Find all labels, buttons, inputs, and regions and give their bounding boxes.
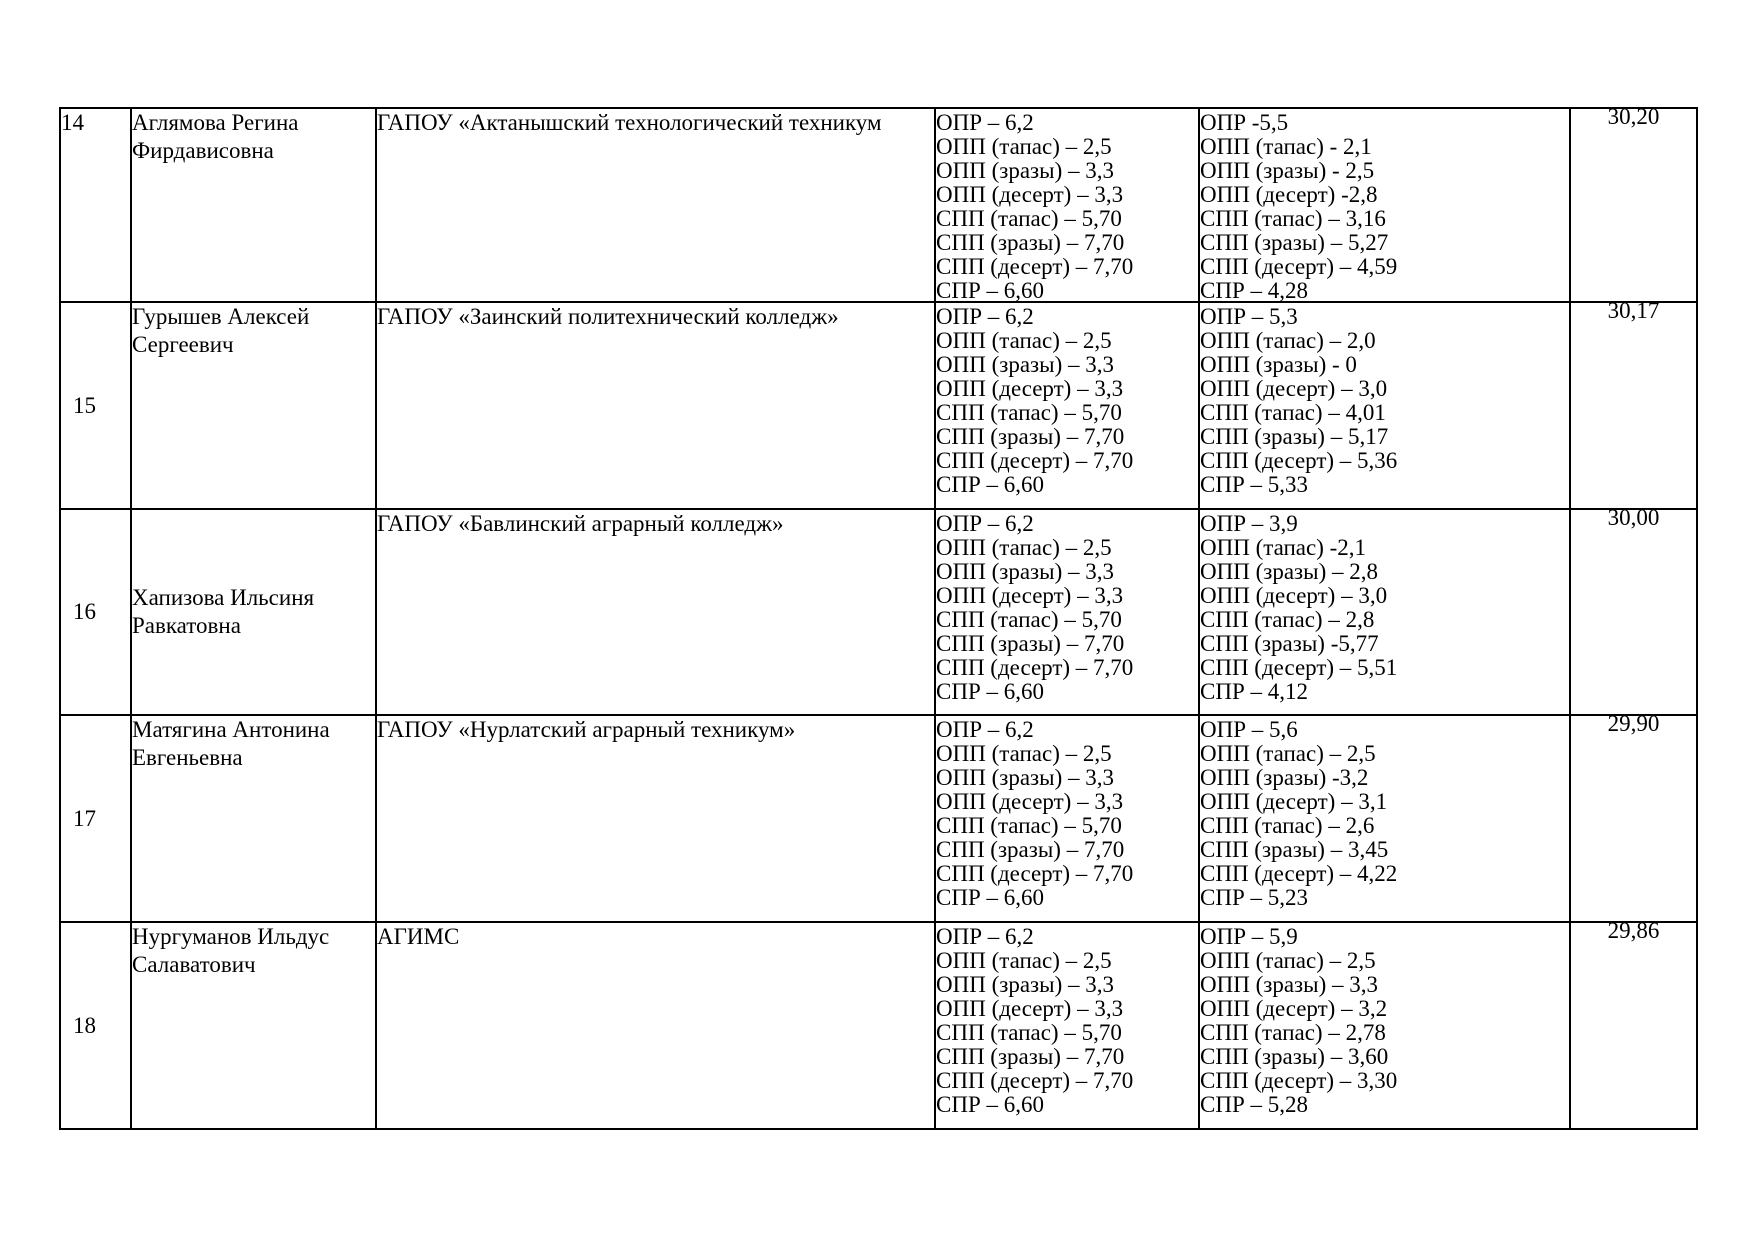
results-table-body <box>60 104 1697 1129</box>
max-score-line: СПП (зразы) – 7,70 <box>936 230 1125 255</box>
earned-score-line: ОПР – 3,9 <box>1200 511 1298 536</box>
total-score: 29,86 <box>1607 918 1660 943</box>
max-score-line: ОПП (десерт) – 3,3 <box>936 376 1124 401</box>
earned-score-line: ОПП (тапас) – 2,5 <box>1200 948 1376 973</box>
earned-score-line: ОПП (десерт) – 3,0 <box>1200 583 1388 608</box>
max-score-line: СПП (тапас) – 5,70 <box>936 607 1122 632</box>
max-score-line: СПП (зразы) – 7,70 <box>936 837 1125 862</box>
earned-score-line: СПП (зразы) -5,77 <box>1200 631 1379 656</box>
max-score-line: СПП (зразы) – 7,70 <box>936 631 1125 656</box>
max-score-line: ОПП (тапас) – 2,5 <box>936 535 1112 560</box>
max-score-line: ОПР – 6,2 <box>936 304 1034 329</box>
earned-scores-cell <box>1199 108 1570 302</box>
max-score-line: ОПП (зразы) – 3,3 <box>936 352 1114 377</box>
participant-organization: ГАПОУ «Актанышский технологический техникум <box>376 108 935 302</box>
earned-score-line: ОПП (тапас) - 2,1 <box>1200 134 1372 159</box>
earned-score-line: ОПП (десерт) -2,8 <box>1200 182 1378 207</box>
earned-score-line: СПП (десерт) – 5,36 <box>1200 448 1398 473</box>
earned-score-line: СПР – 4,12 <box>1200 679 1308 704</box>
max-score-line: СПП (десерт) – 7,70 <box>936 861 1134 886</box>
participant-number: 18 <box>60 922 131 1129</box>
max-score-line: СПП (зразы) – 7,70 <box>936 424 1125 449</box>
table-row <box>60 108 1697 302</box>
earned-scores-cell <box>1199 922 1570 1129</box>
max-scores-cell <box>935 715 1199 922</box>
earned-score-line: ОПП (десерт) – 3,2 <box>1200 996 1388 1021</box>
total-score-cell <box>1570 104 1697 302</box>
max-score-line: СПП (тапас) – 5,70 <box>936 813 1122 838</box>
results-table <box>59 104 1698 1130</box>
max-score-line: ОПП (тапас) – 2,5 <box>936 948 1112 973</box>
earned-score-line: СПП (десерт) – 4,22 <box>1200 861 1398 886</box>
max-score-line: СПР – 6,60 <box>936 885 1044 910</box>
participant-name: Матягина Антонина Евгеньевна <box>131 715 376 922</box>
max-score-line: СПП (зразы) – 7,70 <box>936 1044 1125 1069</box>
total-score-cell <box>1570 505 1697 715</box>
table-row <box>60 715 1697 922</box>
participant-name: Нургуманов Ильдус Салаватович <box>131 922 376 1129</box>
total-score-cell <box>1570 298 1697 509</box>
earned-score-line: СПП (десерт) – 5,51 <box>1200 655 1398 680</box>
earned-scores-cell <box>1199 715 1570 922</box>
participant-name: Аглямова Регина Фирдависовна <box>131 108 376 302</box>
max-score-line: ОПП (тапас) – 2,5 <box>936 741 1112 766</box>
max-score-line: ОПП (тапас) – 2,5 <box>936 134 1112 159</box>
max-score-line: СПП (десерт) – 7,70 <box>936 448 1134 473</box>
participant-name: Гурышев Алексей Сергеевич <box>131 302 376 509</box>
max-score-line: ОПП (зразы) – 3,3 <box>936 158 1114 183</box>
earned-score-line: СПП (зразы) – 3,60 <box>1200 1044 1389 1069</box>
max-score-line: СПР – 6,60 <box>936 679 1044 704</box>
max-score-line: ОПР – 6,2 <box>936 717 1034 742</box>
max-score-line: СПР – 6,60 <box>936 1092 1044 1117</box>
total-score-cell <box>1570 918 1697 1129</box>
total-score-cell <box>1570 711 1697 922</box>
participant-number: 14 <box>60 108 131 302</box>
earned-score-line: ОПП (тапас) – 2,0 <box>1200 328 1376 353</box>
earned-score-line: СПП (тапас) – 3,16 <box>1200 206 1386 231</box>
max-score-line: СПП (десерт) – 7,70 <box>936 1068 1134 1093</box>
table-row <box>60 302 1697 509</box>
max-score-line: ОПП (тапас) – 2,5 <box>936 328 1112 353</box>
earned-score-line: ОПР – 5,3 <box>1200 304 1298 329</box>
max-score-line: СПП (десерт) – 7,70 <box>936 655 1134 680</box>
max-score-line: СПП (тапас) – 5,70 <box>936 206 1122 231</box>
max-score-line: ОПП (десерт) – 3,3 <box>936 583 1124 608</box>
participant-organization: ГАПОУ «Бавлинский аграрный колледж» <box>376 509 935 715</box>
earned-score-line: СПП (зразы) – 3,45 <box>1200 837 1389 862</box>
max-scores-cell <box>935 302 1199 509</box>
table-row <box>60 922 1697 1129</box>
earned-score-line: СПП (зразы) – 5,27 <box>1200 230 1389 255</box>
earned-score-line: СПП (зразы) – 5,17 <box>1200 424 1389 449</box>
total-score: 29,90 <box>1607 711 1660 736</box>
max-score-line: ОПП (десерт) – 3,3 <box>936 789 1124 814</box>
earned-score-line: ОПР – 5,9 <box>1200 924 1298 949</box>
earned-score-line: СПР – 5,23 <box>1200 885 1308 910</box>
earned-score-line: ОПП (зразы) -3,2 <box>1200 765 1369 790</box>
participant-organization: ГАПОУ «Заинский политехнический колледж» <box>376 302 935 509</box>
max-score-line: ОПП (десерт) – 3,3 <box>936 996 1124 1021</box>
earned-score-line: СПП (тапас) – 2,6 <box>1200 813 1375 838</box>
total-score: 30,00 <box>1607 505 1660 530</box>
max-score-line: СПР – 6,60 <box>936 278 1044 303</box>
max-score-line: ОПП (зразы) – 3,3 <box>936 765 1114 790</box>
earned-score-line: СПР – 4,28 <box>1200 278 1308 303</box>
max-score-line: ОПР – 6,2 <box>936 511 1034 536</box>
max-score-line: СПР – 6,60 <box>936 472 1044 497</box>
max-score-line: СПП (тапас) – 5,70 <box>936 400 1122 425</box>
max-scores-cell <box>935 108 1199 302</box>
earned-score-line: СПП (тапас) – 2,8 <box>1200 607 1375 632</box>
participant-number: 16 <box>60 509 131 715</box>
earned-score-line: ОПП (десерт) – 3,1 <box>1200 789 1388 814</box>
participant-organization: ГАПОУ «Нурлатский аграрный техникум» <box>376 715 935 922</box>
max-score-line: ОПР – 6,2 <box>936 924 1034 949</box>
earned-scores-cell <box>1199 509 1570 715</box>
earned-score-line: ОПП (зразы) – 3,3 <box>1200 972 1378 997</box>
participant-number: 15 <box>60 302 131 509</box>
earned-score-line: СПП (тапас) – 2,78 <box>1200 1020 1386 1045</box>
earned-scores-cell <box>1199 302 1570 509</box>
earned-score-line: ОПП (десерт) – 3,0 <box>1200 376 1388 401</box>
earned-score-line: ОПП (зразы) – 2,8 <box>1200 559 1378 584</box>
max-score-line: СПП (десерт) – 7,70 <box>936 254 1134 279</box>
earned-score-line: ОПР – 5,6 <box>1200 717 1298 742</box>
earned-score-line: СПП (десерт) – 4,59 <box>1200 254 1398 279</box>
earned-score-line: СПП (тапас) – 4,01 <box>1200 400 1386 425</box>
max-score-line: ОПП (зразы) – 3,3 <box>936 559 1114 584</box>
table-row <box>60 509 1697 715</box>
max-score-line: СПП (тапас) – 5,70 <box>936 1020 1122 1045</box>
earned-score-line: ОПП (зразы) - 0 <box>1200 352 1357 377</box>
max-score-line: ОПР – 6,2 <box>936 110 1034 135</box>
earned-score-line: СПР – 5,28 <box>1200 1092 1308 1117</box>
earned-score-line: СПР – 5,33 <box>1200 472 1308 497</box>
total-score: 30,17 <box>1607 298 1660 323</box>
participant-name: Хапизова Ильсиня Равкатовна <box>131 509 376 715</box>
max-score-line: ОПП (зразы) – 3,3 <box>936 972 1114 997</box>
max-score-line: ОПП (десерт) – 3,3 <box>936 182 1124 207</box>
total-score: 30,20 <box>1607 104 1660 129</box>
max-scores-cell <box>935 922 1199 1129</box>
earned-score-line: ОПР -5,5 <box>1200 110 1289 135</box>
earned-score-line: ОПП (тапас) – 2,5 <box>1200 741 1376 766</box>
max-scores-cell <box>935 509 1199 715</box>
earned-score-line: ОПП (зразы) - 2,5 <box>1200 158 1375 183</box>
participant-number: 17 <box>60 715 131 922</box>
participant-organization: АГИМС <box>376 922 935 1129</box>
earned-score-line: ОПП (тапас) -2,1 <box>1200 535 1367 560</box>
earned-score-line: СПП (десерт) – 3,30 <box>1200 1068 1398 1093</box>
